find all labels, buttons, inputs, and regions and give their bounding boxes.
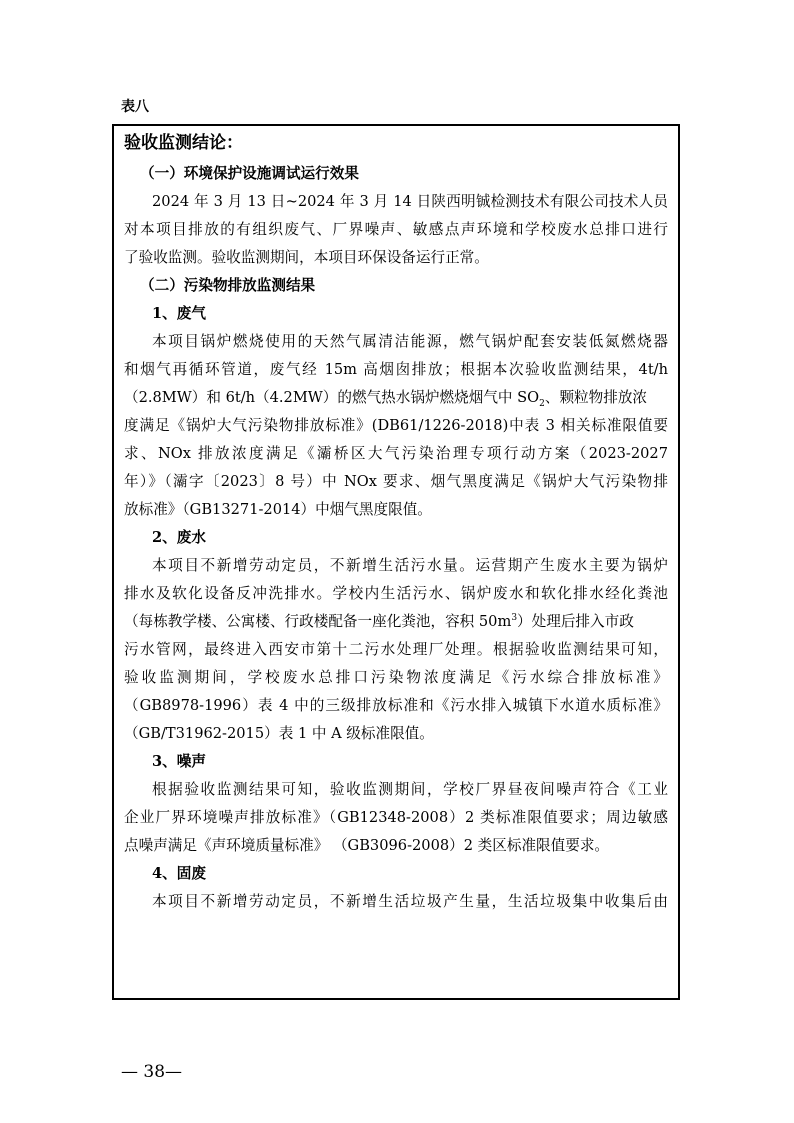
paragraph-line: 求、NOx 排放浓度满足《灞桥区大气污染治理专项行动方案（2023-2027 [124, 445, 668, 462]
item-heading-solid-waste: 4、固废 [152, 865, 206, 882]
paragraph-line: （GB8978-1996）表 4 中的三级排放标准和《污水排入城镇下水道水质标准》 [124, 697, 668, 714]
paragraph-line: 点噪声满足《声环境质量标准》 （GB3096-2008）2 类区标准限值要求。 [124, 837, 610, 854]
conclusion-box [112, 124, 680, 1000]
table-label: 表八 [121, 99, 149, 115]
item-heading-noise: 3、噪声 [152, 753, 206, 770]
paragraph-line: 2024 年 3 月 13 日~2024 年 3 月 14 日陕西明铖检测技术有限公司技术人员 [152, 193, 668, 210]
subscript: 2 [539, 398, 545, 409]
paragraph-line: （GB/T31962-2015）表 1 中 A 级标准限值。 [124, 725, 434, 742]
paragraph-line: 放标准》（GB13271-2014）中烟气黑度限值。 [124, 501, 432, 518]
paragraph-line: 对本项目排放的有组织废气、厂界噪声、敏感点声环境和学校废水总排口进行 [124, 221, 668, 238]
paragraph-line: 了验收监测。验收监测期间，本项目环保设备运行正常。 [124, 249, 489, 266]
paragraph-line: 本项目锅炉燃烧使用的天然气属清洁能源，燃气锅炉配套安装低氮燃烧器 [152, 333, 668, 350]
text-segment: ）处理后排入市政 [517, 613, 634, 630]
paragraph-line: 根据验收监测结果可知，验收监测期间，学校厂界昼夜间噪声符合《工业 [152, 781, 668, 798]
item-heading-waste-gas: 1、废气 [152, 305, 206, 322]
paragraph-line: 企业厂界环境噪声排放标准》（GB12348-2008）2 类标准限值要求；周边敏感 [124, 809, 668, 826]
text-segment: 、颗粒物排放浓 [544, 389, 648, 406]
paragraph-line: 本项目不新增劳动定员，不新增生活垃圾产生量，生活垃圾集中收集后由 [152, 893, 668, 910]
text-segment: （2.8MW）和 6t/h（4.2MW）的燃气热水锅炉燃烧烟气中 SO [124, 389, 540, 406]
paragraph-line [124, 608, 668, 636]
text-segment: （每栋教学楼、公寓楼、行政楼配备一座化粪池，容积 50m [124, 613, 512, 630]
paragraph-line: 年）》（灞字〔2023〕8 号）中 NOx 要求、烟气黑度满足《锅炉大气污染物排 [124, 473, 668, 490]
subheading-1: （一）环境保护设施调试运行效果 [140, 165, 359, 182]
paragraph-line: 验收监测期间，学校废水总排口污染物浓度满足《污水综合排放标准》 [124, 669, 668, 686]
section-title: 验收监测结论： [124, 133, 243, 153]
paragraph-line: 污水管网，最终进入西安市第十二污水处理厂处理。根据验收监测结果可知， [124, 641, 668, 658]
paragraph-line: 和烟气再循环管道，废气经 15m 高烟囱排放；根据本次验收监测结果，4t/h [124, 361, 668, 378]
paragraph-line: 度满足《锅炉大气污染物排放标准》(DB61/1226-2018)中表 3 相关标准限值要 [124, 417, 668, 434]
item-heading-wastewater: 2、废水 [152, 529, 206, 546]
paragraph-line [124, 384, 668, 412]
paragraph-line: 排水及软化设备反冲洗排水。学校内生活污水、锅炉废水和软化排水经化粪池 [124, 585, 668, 602]
superscript: 3 [511, 613, 518, 624]
subheading-2: （二）污染物排放监测结果 [140, 277, 316, 294]
paragraph-line: 本项目不新增劳动定员，不新增生活污水量。运营期产生废水主要为锅炉 [152, 557, 668, 574]
page-number: — 38— [121, 1062, 183, 1082]
